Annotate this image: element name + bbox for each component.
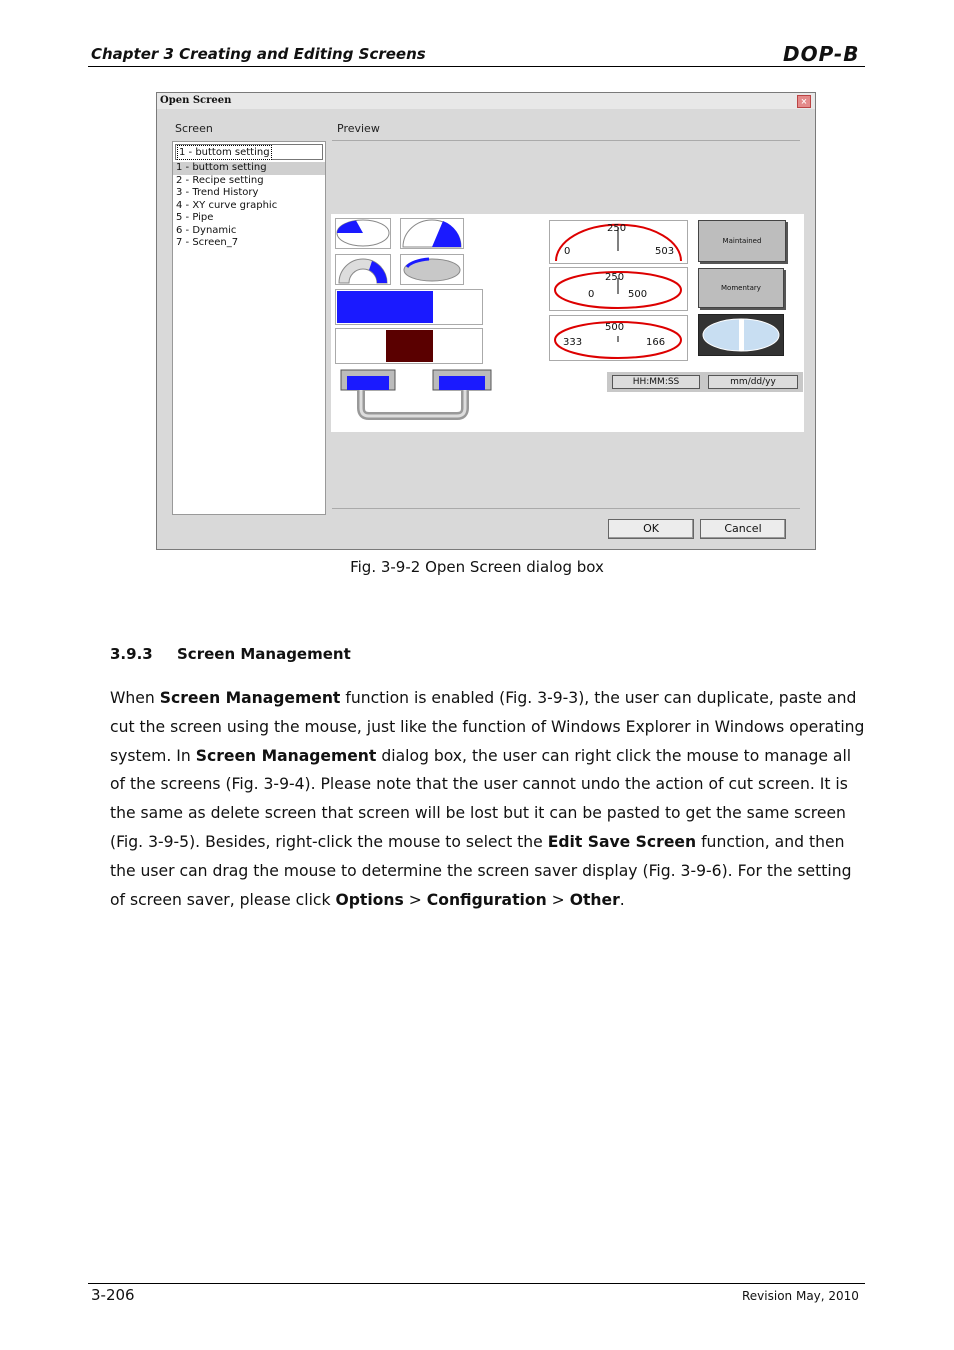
body-bold: Configuration <box>426 890 547 909</box>
header-rule <box>88 66 865 67</box>
body-text: function is enabled (Fig. 3-9-3), the user can duplicate, paste and cut the screen using the mouse, just like the function of Windows Explorer in Windows operating system. In <box>110 689 865 765</box>
momentary-button: Momentary <box>698 268 784 308</box>
dialog-title: Open Screen <box>160 95 232 106</box>
gauge-value: 500 <box>628 289 648 300</box>
gauge-value: 333 <box>563 337 583 348</box>
figure-caption: Fig. 3-9-2 Open Screen dialog box <box>350 558 604 576</box>
page-number: 3-206 <box>91 1286 135 1304</box>
list-item[interactable]: 4 - XY curve graphic <box>176 199 278 211</box>
body-text: dialog box, the user can right click the mouse to manage all of the screens (Fig. 3-9-4). Please note that the user cannot undo the action of cut screen. It is the same as delete screen that screen will be lost but it can be pasted to get the same screen (Fig. 3-9-5). Besides, right-click the mouse to select the <box>110 746 852 851</box>
section-title: Screen Management <box>177 645 351 663</box>
ok-button[interactable]: OK <box>608 519 694 539</box>
time-date-strip <box>607 372 803 392</box>
screen-label: Screen <box>175 122 213 135</box>
meter-gauge <box>549 267 688 311</box>
close-icon[interactable]: × <box>797 95 811 108</box>
cancel-button[interactable]: Cancel <box>700 519 786 539</box>
dialog-titlebar <box>157 93 815 109</box>
section-number: 3.9.3 <box>110 645 153 663</box>
maintained-button: Maintained <box>698 220 786 262</box>
gauge-value: 166 <box>646 337 666 348</box>
preview-area <box>331 214 804 432</box>
list-item[interactable]: 1 - buttom setting <box>173 162 325 175</box>
gauge-value: 0 <box>588 289 595 300</box>
revision-date: Revision May, 2010 <box>742 1289 859 1303</box>
bar-graph <box>335 328 483 364</box>
pipe-graphic <box>339 368 494 426</box>
body-bold: Screen Management <box>159 689 341 707</box>
screen-name-input[interactable] <box>175 144 323 160</box>
lamp-indicator <box>698 314 784 356</box>
gauge-value: 500 <box>605 322 625 333</box>
gauge-value: 0 <box>564 246 571 257</box>
gauge-value: 250 <box>605 272 625 283</box>
body-bold: Options <box>335 890 404 909</box>
screen-input-value: 1 - buttom setting <box>179 147 270 158</box>
meter-gauge <box>549 315 688 361</box>
bottom-divider <box>332 508 800 509</box>
arc-graphic <box>400 254 464 285</box>
list-item[interactable]: 2 - Recipe setting <box>176 174 264 186</box>
body-text: > <box>403 890 427 909</box>
time-display: HH:MM:SS <box>612 375 700 389</box>
body-text: When <box>110 689 160 707</box>
open-screen-dialog <box>156 92 816 550</box>
list-item[interactable]: 5 - Pipe <box>176 212 214 223</box>
body-bold: Other <box>569 890 620 909</box>
preview-divider <box>332 140 800 141</box>
body-paragraph <box>110 684 866 914</box>
header-title: Chapter 3 Creating and Editing Screens <box>91 45 426 63</box>
meter-gauge <box>549 220 688 264</box>
horizontal-bar-graph <box>335 289 483 325</box>
gauge-value: 503 <box>655 246 675 257</box>
gauge-value: 250 <box>607 223 627 234</box>
date-display: mm/dd/yy <box>708 375 798 389</box>
pie-graphic <box>335 218 391 249</box>
pie-graphic <box>400 218 464 249</box>
arc-graphic <box>335 254 391 285</box>
list-item[interactable]: 7 - Screen_7 <box>176 237 239 248</box>
body-text: . <box>619 890 625 909</box>
body-text: > <box>546 890 570 909</box>
brand-logo: DOP-B <box>783 42 860 66</box>
list-item[interactable]: 3 - Trend History <box>176 187 259 198</box>
body-text: function, and then the user can drag the mouse to determine the screen saver display (Fig. 3-9-6). For the setting of screen saver, please click <box>110 832 852 909</box>
screen-list-panel <box>172 141 326 515</box>
body-bold: Screen Management <box>195 746 377 765</box>
preview-label: Preview <box>337 122 380 135</box>
footer-rule <box>88 1283 865 1284</box>
list-item[interactable]: 6 - Dynamic <box>176 224 237 236</box>
body-bold: Edit Save Screen <box>547 832 697 851</box>
screen-list <box>173 162 325 250</box>
